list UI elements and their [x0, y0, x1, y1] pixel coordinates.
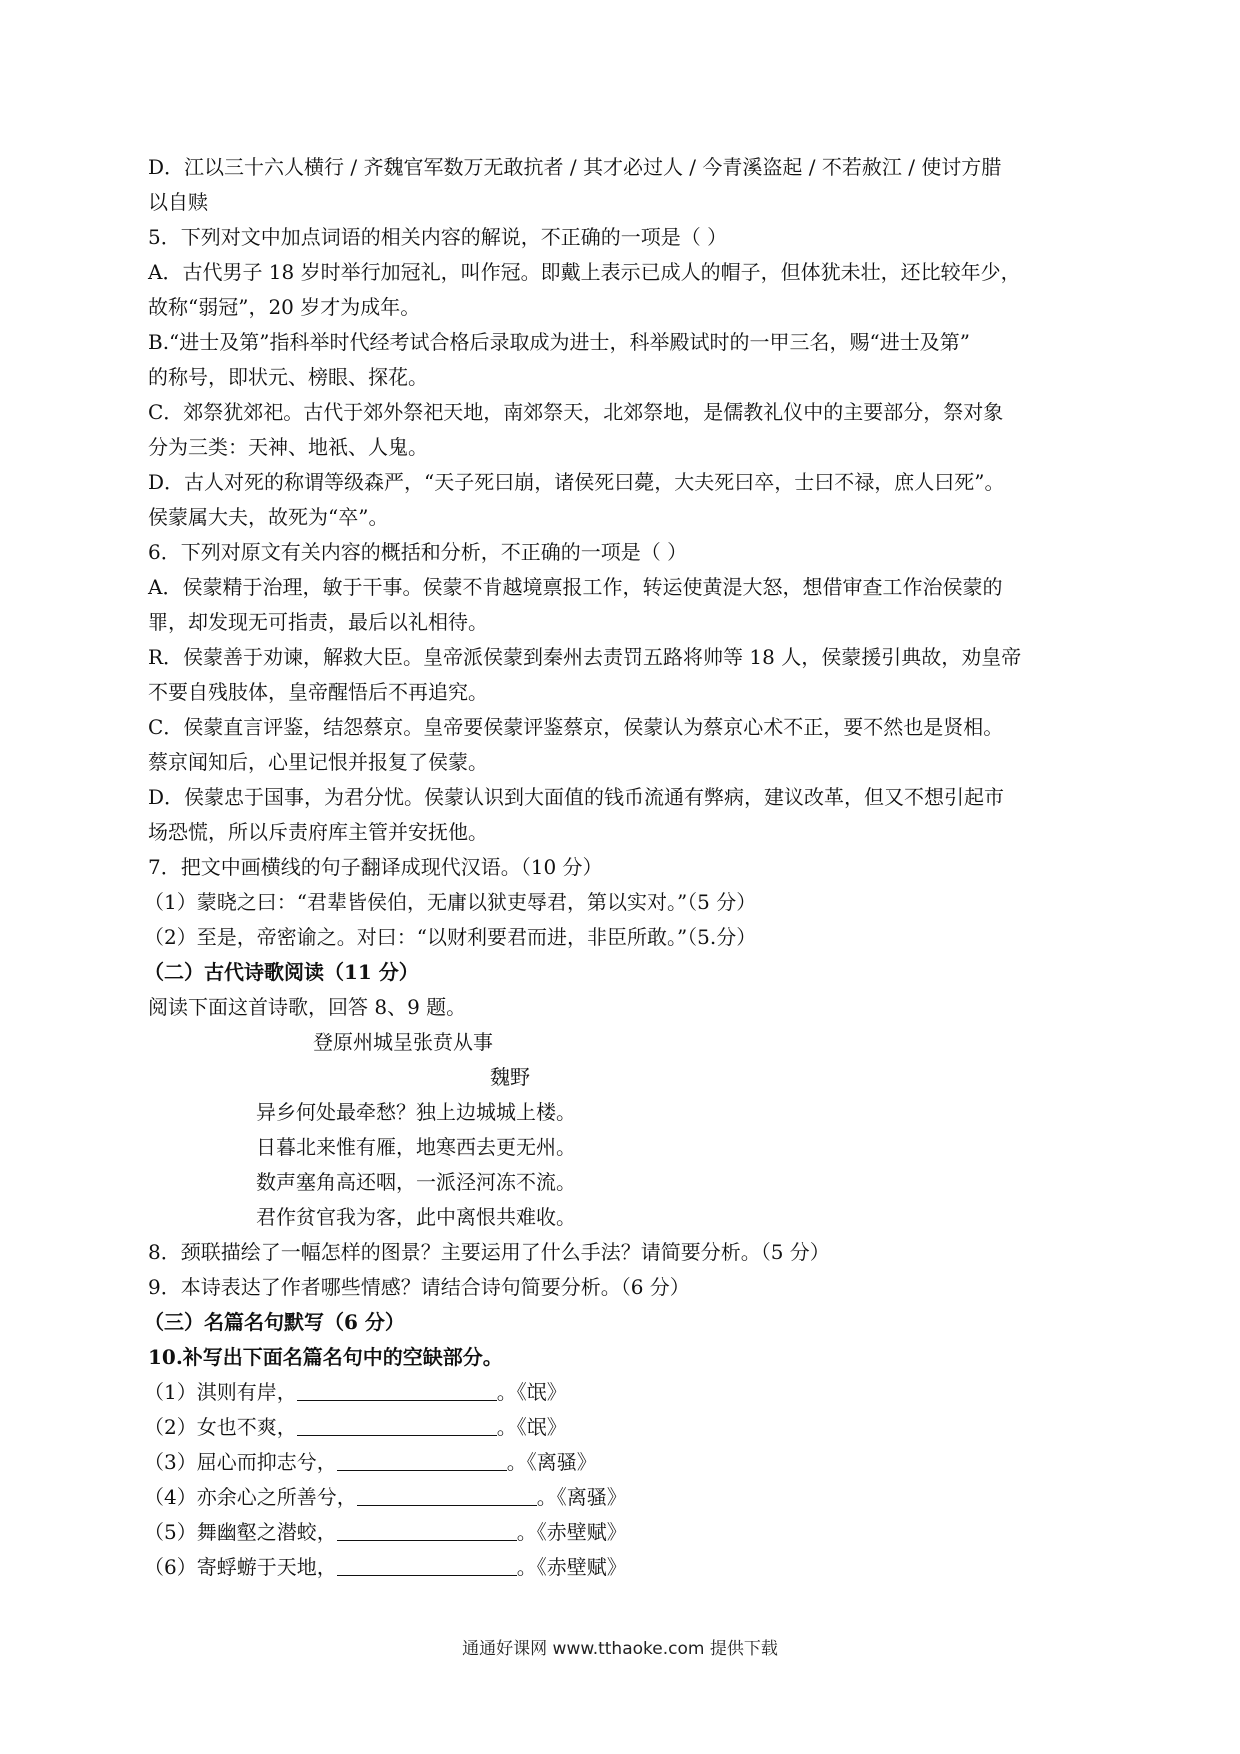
fill-blank-prompt: （4）亦余心之所善兮， — [144, 1485, 357, 1509]
section2-intro: 阅读下面这首诗歌，回答 8、9 题。 — [148, 995, 467, 1019]
answer-blank[interactable] — [337, 1518, 517, 1541]
fill-blank-item-4 — [144, 1480, 1098, 1515]
fill-blank-item-6 — [144, 1550, 1098, 1585]
poem-line-4: 君作贫官我为客，此中离恨共难收。 — [256, 1205, 576, 1229]
q5-option-a-line2: 故称“弱冠”，20 岁才为成年。 — [148, 295, 421, 319]
answer-blank[interactable] — [297, 1413, 497, 1436]
poem-line-3: 数声塞角高还咽，一派泾河冻不流。 — [256, 1170, 576, 1194]
q6-option-c-line1: C．侯蒙直言评鉴，结怨蔡京。皇帝要侯蒙评鉴蔡京，侯蒙认为蔡京心术不正，要不然也是贤相。 — [148, 715, 1004, 739]
fill-blank-item-2 — [144, 1410, 1098, 1445]
poem-line-2: 日暮北来惟有雁，地寒西去更无州。 — [256, 1135, 576, 1159]
fill-blank-prompt: （3）屈心而抑志兮， — [144, 1450, 337, 1474]
q6-option-d-line1: D．侯蒙忠于国事，为君分忧。侯蒙认识到大面值的钱币流通有弊病，建议改革，但又不想引起市 — [148, 785, 1005, 809]
q5-option-c-line1: C．郊祭犹郊祀。古代于郊外祭祀天地，南郊祭天，北郊祭地，是儒教礼仪中的主要部分，祭对象 — [148, 400, 1004, 424]
answer-blank[interactable] — [357, 1483, 537, 1506]
q5-stem: 5．下列对文中加点词语的相关内容的解说，不正确的一项是（ ） — [148, 225, 728, 249]
fill-blank-prompt: （5）舞幽壑之潜蛟， — [144, 1520, 337, 1544]
q5-option-b-line1: B.“进士及第”指科举时代经考试合格后录取成为进士，科举殿试时的一甲三名，赐“进士及第” — [148, 330, 970, 354]
fill-blank-source: 。《离骚》 — [506, 1450, 597, 1474]
q6-option-a-line2: 罪，却发现无可指责，最后以礼相待。 — [148, 610, 488, 634]
q6-option-c-line2: 蔡京闻知后，心里记恨并报复了侯蒙。 — [148, 750, 488, 774]
poem-line-1: 异乡何处最牵愁？独上边城城上楼。 — [256, 1100, 576, 1124]
q6-option-b-line2: 不要自残肢体，皇帝醒悟后不再追究。 — [148, 680, 488, 704]
q7-stem: 7．把文中画横线的句子翻译成现代汉语。（10 分） — [148, 855, 603, 879]
poem-title: 登原州城呈张贲从事 — [313, 1030, 493, 1054]
fill-blank-source: 。《赤壁赋》 — [516, 1520, 627, 1544]
q8-stem: 8．颈联描绘了一幅怎样的图景？主要运用了什么手法？请简要分析。（5 分） — [148, 1240, 830, 1264]
q5-option-d-line1: D．古人对死的称谓等级森严，“天子死曰崩，诸侯死曰薨，大夫死曰卒，士曰不禄，庶人曰死”。 — [148, 470, 1005, 494]
fill-blank-source: 。《赤壁赋》 — [516, 1555, 627, 1579]
q6-option-d-line2: 场恐慌，所以斥责府库主管并安抚他。 — [148, 820, 488, 844]
fill-blank-source: 。《氓》 — [496, 1415, 567, 1439]
q10-stem: 10.补写出下面名篇名句中的空缺部分。 — [148, 1345, 503, 1369]
q7-sentence-2: （2）至是，帝密谕之。对曰：“以财利要君而进，非臣所敢。”（5.分） — [144, 925, 757, 949]
q7-sentence-1: （1）蒙晓之曰：“君辈皆侯伯，无庸以狱吏辱君，第以实对。”（5 分） — [144, 890, 757, 914]
q5-option-a-line1: A．古代男子 18 岁时举行加冠礼，叫作冠。即戴上表示已成人的帽子，但体犹未壮，还比较年少， — [148, 260, 1021, 284]
fill-blank-source: 。《氓》 — [496, 1380, 567, 1404]
answer-blank[interactable] — [297, 1378, 497, 1401]
fill-blank-item-1 — [144, 1375, 1098, 1410]
q6-option-b-line1: R．侯蒙善于劝谏，解救大臣。皇帝派侯蒙到秦州去责罚五路将帅等 18 人，侯蒙援引典故，劝皇帝 — [148, 645, 1022, 669]
q5-option-d-line2: 侯蒙属大夫，故死为“卒”。 — [148, 505, 389, 529]
fill-blank-item-5 — [144, 1515, 1098, 1550]
section3-heading: （三）名篇名句默写（6 分） — [144, 1310, 405, 1334]
q5-option-c-line2: 分为三类：天神、地祇、人鬼。 — [148, 435, 428, 459]
q6-stem: 6．下列对原文有关内容的概括和分析，不正确的一项是（ ） — [148, 540, 688, 564]
fill-blank-item-3 — [144, 1445, 1098, 1480]
poem-author: 魏野 — [490, 1065, 530, 1089]
fill-blank-source: 。《离骚》 — [536, 1485, 627, 1509]
answer-blank[interactable] — [337, 1448, 507, 1471]
answer-blank[interactable] — [337, 1553, 517, 1576]
fill-blank-prompt: （6）寄蜉蝣于天地， — [144, 1555, 337, 1579]
q9-stem: 9．本诗表达了作者哪些情感？请结合诗句简要分析。（6 分） — [148, 1275, 690, 1299]
q5-option-b-line2: 的称号，即状元、榜眼、探花。 — [148, 365, 428, 389]
q4-option-d-line2: 以自赎 — [148, 190, 208, 214]
fill-blank-prompt: （1）淇则有岸， — [144, 1380, 297, 1404]
q4-option-d-line1: D．江以三十六人横行 / 齐魏官军数万无敢抗者 / 其才必过人 / 今青溪盗起 / 不若赦江 / 使讨方腊 — [148, 155, 1002, 179]
section2-heading: （二）古代诗歌阅读（11 分） — [144, 960, 419, 984]
document-page — [144, 150, 1098, 1585]
page-footer: 通通好课网 www.tthaoke.com 提供下载 — [462, 1639, 778, 1659]
q6-option-a-line1: A．侯蒙精于治理，敏于干事。侯蒙不肯越境禀报工作，转运使黄湜大怒，想借审查工作治侯蒙的 — [148, 575, 1003, 599]
fill-blank-prompt: （2）女也不爽， — [144, 1415, 297, 1439]
